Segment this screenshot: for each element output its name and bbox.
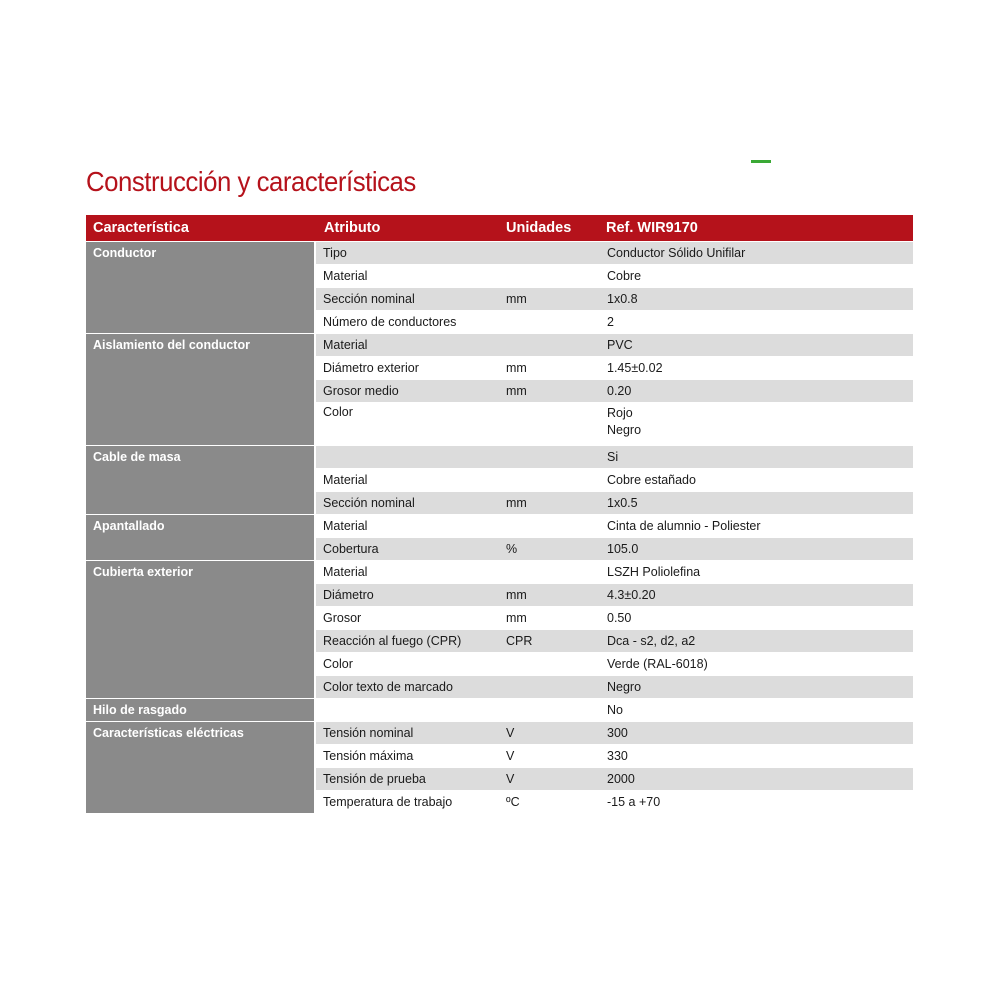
unit-cell: V xyxy=(500,745,600,768)
ref-value-line: Si xyxy=(607,449,619,464)
green-accent-bar xyxy=(751,160,771,163)
ref-value-cell xyxy=(600,630,913,653)
unit-cell xyxy=(500,334,600,357)
header-atributo: Atributo xyxy=(315,215,500,242)
unit-cell: mm xyxy=(500,584,600,607)
ref-value-cell xyxy=(600,380,913,403)
table-header-row xyxy=(86,215,913,242)
attribute-cell: Sección nominal xyxy=(315,492,500,515)
ref-value-line: Conductor Sólido Unifilar xyxy=(607,245,746,260)
ref-value-cell xyxy=(600,722,913,745)
unit-cell xyxy=(500,403,600,446)
ref-value-cell xyxy=(600,538,913,561)
attribute-cell: Material xyxy=(315,265,500,288)
ref-value-line: 105.0 xyxy=(607,541,639,556)
unit-cell: % xyxy=(500,538,600,561)
page-title: Construcción y características xyxy=(86,166,416,197)
attribute-cell: Sección nominal xyxy=(315,288,500,311)
unit-cell xyxy=(500,515,600,538)
ref-value-line: 2000 xyxy=(607,771,635,786)
ref-value-cell xyxy=(600,492,913,515)
attribute-cell: Grosor xyxy=(315,607,500,630)
unit-cell xyxy=(500,446,600,469)
unit-cell xyxy=(500,676,600,699)
attribute-cell: Color texto de marcado xyxy=(315,676,500,699)
ref-value-cell xyxy=(600,676,913,699)
attribute-cell: Temperatura de trabajo xyxy=(315,791,500,814)
unit-cell xyxy=(500,311,600,334)
unit-cell: mm xyxy=(500,380,600,403)
table-row xyxy=(86,722,913,745)
ref-value-cell xyxy=(600,699,913,722)
table-row xyxy=(86,446,913,469)
attribute-cell: Tensión de prueba xyxy=(315,768,500,791)
ref-value-line: 330 xyxy=(607,748,628,763)
ref-value-line: Rojo xyxy=(607,406,633,420)
ref-value-cell xyxy=(600,446,913,469)
ref-value-line: 1x0.8 xyxy=(607,291,638,306)
ref-value-cell xyxy=(600,515,913,538)
ref-value-cell xyxy=(600,311,913,334)
ref-value-cell xyxy=(600,357,913,380)
ref-value-line: 0.20 xyxy=(607,383,632,398)
ref-value-cell xyxy=(600,265,913,288)
unit-cell: mm xyxy=(500,288,600,311)
unit-cell xyxy=(500,469,600,492)
ref-value-cell xyxy=(600,768,913,791)
ref-value-cell xyxy=(600,653,913,676)
attribute-cell: Material xyxy=(315,561,500,584)
unit-cell: CPR xyxy=(500,630,600,653)
group-label: Cable de masa xyxy=(86,446,315,515)
header-unidades: Unidades xyxy=(500,215,600,242)
attribute-cell: Grosor medio xyxy=(315,380,500,403)
attribute-cell: Reacción al fuego (CPR) xyxy=(315,630,500,653)
unit-cell: mm xyxy=(500,492,600,515)
ref-value-line: LSZH Poliolefina xyxy=(607,564,701,579)
ref-value-line: Cobre estañado xyxy=(607,472,696,487)
table-row xyxy=(86,334,913,357)
ref-value-cell xyxy=(600,561,913,584)
ref-value-cell xyxy=(600,288,913,311)
group-label: Hilo de rasgado xyxy=(86,699,315,722)
group-label: Conductor xyxy=(86,242,315,334)
ref-value-cell xyxy=(600,607,913,630)
attribute-cell: Color xyxy=(315,653,500,676)
table-row xyxy=(86,515,913,538)
spec-table xyxy=(86,215,913,814)
unit-cell xyxy=(500,653,600,676)
ref-value-cell xyxy=(600,791,913,814)
ref-value-line: Cinta de alumnio - Poliester xyxy=(607,518,761,533)
ref-value-line: 1x0.5 xyxy=(607,495,638,510)
attribute-cell: Material xyxy=(315,469,500,492)
ref-value-line: No xyxy=(607,702,623,717)
table-row xyxy=(86,561,913,584)
attribute-cell: Tensión máxima xyxy=(315,745,500,768)
unit-cell xyxy=(500,699,600,722)
header-ref: Ref. WIR9170 xyxy=(600,215,913,242)
table-row xyxy=(86,699,913,722)
ref-value-line: Negro xyxy=(607,423,642,437)
attribute-cell: Material xyxy=(315,515,500,538)
ref-value-line: Negro xyxy=(607,679,642,694)
ref-value-cell xyxy=(600,469,913,492)
ref-value-line: 4.3±0.20 xyxy=(607,587,656,602)
ref-value-cell xyxy=(600,584,913,607)
attribute-cell: Diámetro xyxy=(315,584,500,607)
attribute-cell: Color xyxy=(315,403,500,446)
ref-value-line: -15 a +70 xyxy=(607,794,661,809)
ref-value-cell xyxy=(600,403,913,446)
group-label: Apantallado xyxy=(86,515,315,561)
unit-cell xyxy=(500,561,600,584)
ref-value-line: Dca - s2, d2, a2 xyxy=(607,633,696,648)
attribute-cell: Tipo xyxy=(315,242,500,265)
spec-table-body xyxy=(86,242,913,814)
unit-cell: mm xyxy=(500,607,600,630)
attribute-cell: Número de conductores xyxy=(315,311,500,334)
attribute-cell: Diámetro exterior xyxy=(315,357,500,380)
table-row xyxy=(86,242,913,265)
unit-cell: V xyxy=(500,722,600,745)
attribute-cell: Tensión nominal xyxy=(315,722,500,745)
ref-value-cell xyxy=(600,242,913,265)
ref-value-line: 2 xyxy=(607,314,614,329)
group-label: Aislamiento del conductor xyxy=(86,334,315,446)
ref-value-line: Cobre xyxy=(607,268,642,283)
unit-cell: V xyxy=(500,768,600,791)
attribute-cell xyxy=(315,699,500,722)
unit-cell: mm xyxy=(500,357,600,380)
attribute-cell xyxy=(315,446,500,469)
header-caracteristica: Característica xyxy=(86,215,315,242)
attribute-cell: Material xyxy=(315,334,500,357)
ref-value-line: PVC xyxy=(607,337,633,352)
ref-value-line: Verde (RAL-6018) xyxy=(607,656,708,671)
attribute-cell: Cobertura xyxy=(315,538,500,561)
unit-cell xyxy=(500,265,600,288)
ref-value-cell xyxy=(600,334,913,357)
group-label: Características eléctricas xyxy=(86,722,315,814)
unit-cell xyxy=(500,242,600,265)
ref-value-line: 0.50 xyxy=(607,610,632,625)
unit-cell: ºC xyxy=(500,791,600,814)
ref-value-cell xyxy=(600,745,913,768)
group-label: Cubierta exterior xyxy=(86,561,315,699)
ref-value-line: 1.45±0.02 xyxy=(607,360,663,375)
ref-value-line: 300 xyxy=(607,725,628,740)
